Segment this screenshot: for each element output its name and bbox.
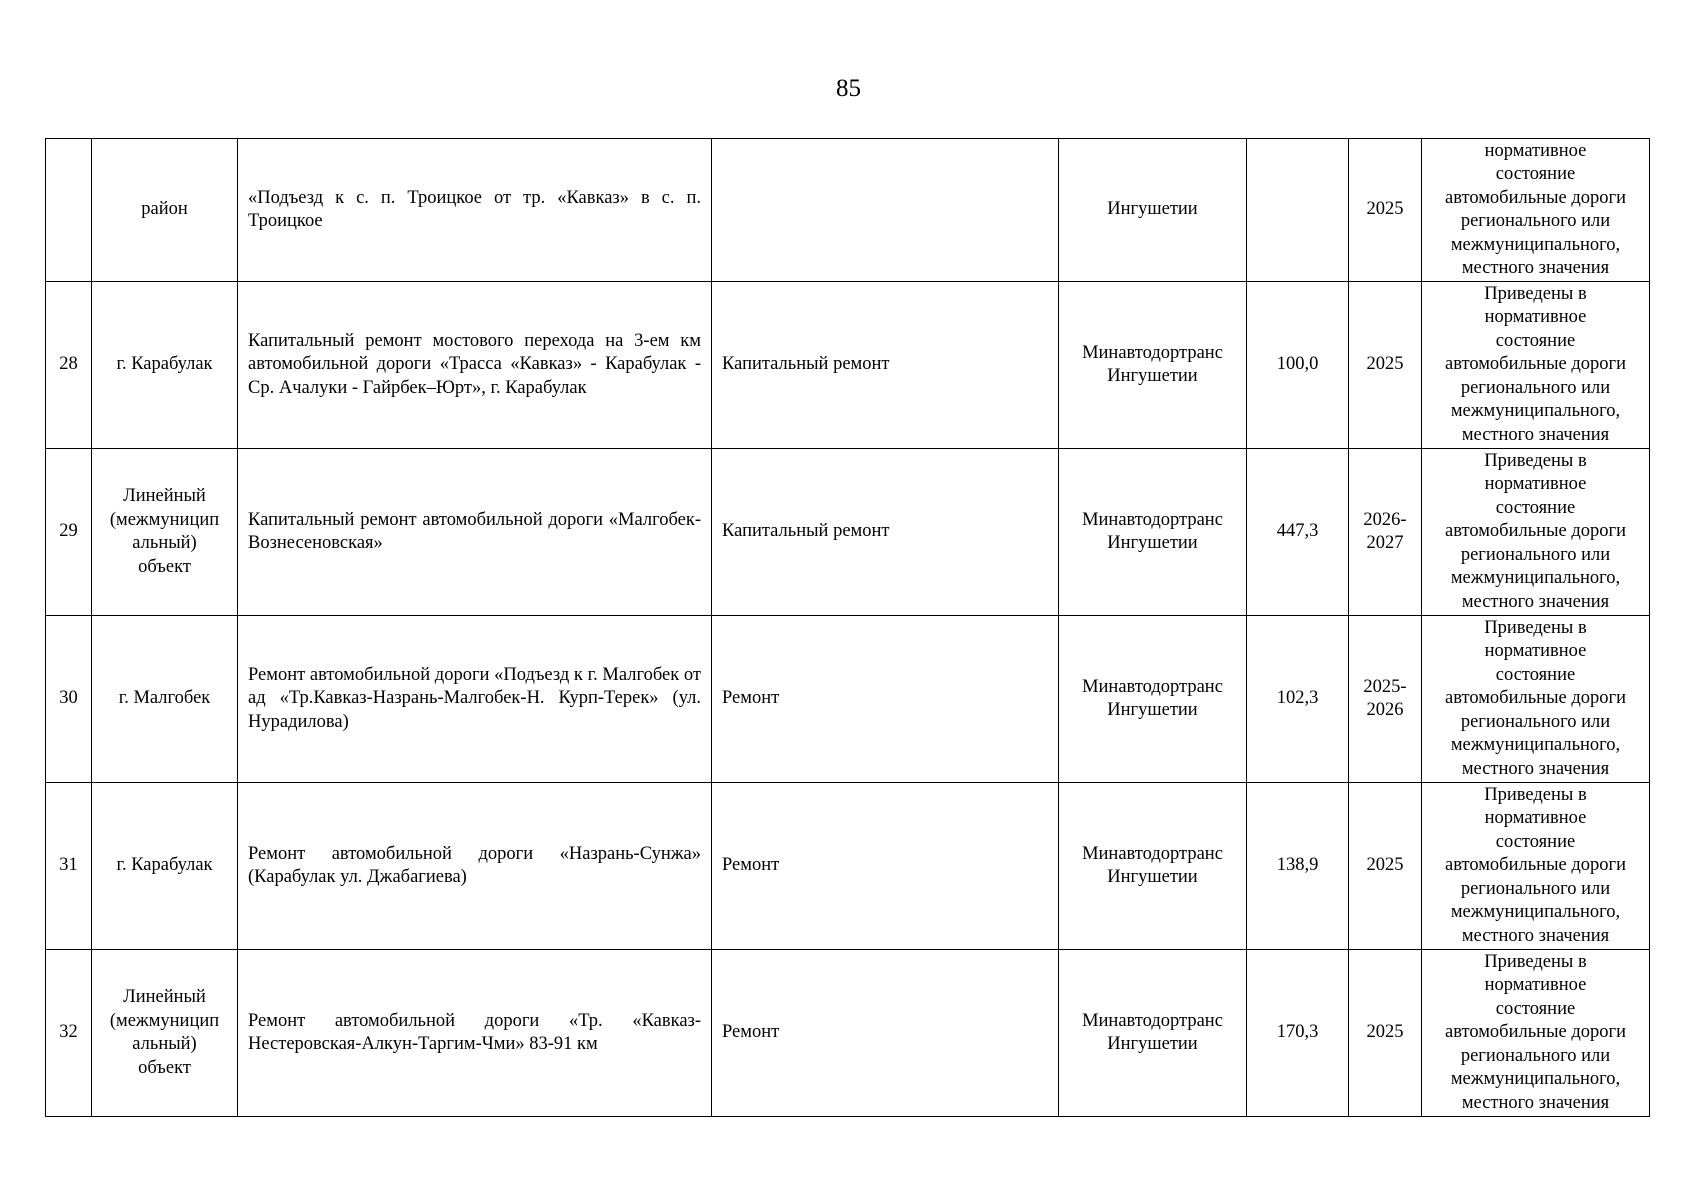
result-line: межмуниципального, <box>1450 401 1621 422</box>
object-name-cell <box>238 950 712 1117</box>
area-line: альный) <box>132 533 197 553</box>
area-line: г. Карабулак <box>116 354 213 375</box>
result-line: межмуниципального, <box>1450 1069 1621 1090</box>
result-line: местного значения <box>1461 1092 1610 1113</box>
area-line: г. Малгобек <box>118 688 211 709</box>
result-cell <box>1422 139 1650 282</box>
work-type-text: Капитальный ремонт <box>722 354 890 375</box>
result-line: межмуниципального, <box>1450 902 1621 923</box>
table-row <box>46 139 1650 282</box>
row-number-cell <box>46 282 92 449</box>
years-line: 2025 <box>1366 1022 1404 1043</box>
area-cell <box>92 950 238 1117</box>
object-name-text: Капитальный ремонт автомобильной дороги «Малгобек-Вознесеновская» <box>248 509 701 553</box>
area-line: Линейный <box>123 987 206 1007</box>
executor-cell <box>1059 950 1247 1117</box>
executor-line: Ингушетии <box>1107 1034 1198 1054</box>
executor-cell <box>1059 616 1247 783</box>
row-number-cell <box>46 783 92 950</box>
area-line: (межмуницип <box>109 1010 220 1031</box>
object-name-cell <box>238 139 712 282</box>
years-line: 2026- <box>1363 509 1407 530</box>
result-line: регионального или <box>1460 377 1611 398</box>
result-line: местного значения <box>1461 258 1610 278</box>
object-name-text: Капитальный ремонт мостового перехода на 3-ем км автомобильной дороги «Трасса «Кавказ» - Карабулак - Ср. Ачалуки - Гайрбек–Юрт», г. Карабулак <box>248 330 701 398</box>
result-cell <box>1422 950 1650 1117</box>
years-cell <box>1349 139 1422 282</box>
result-line: межмуниципального, <box>1450 234 1621 255</box>
result-line: автомобильные дороги <box>1445 521 1626 542</box>
result-line: автомобильные дороги <box>1445 855 1626 876</box>
row-number-text: 29 <box>59 521 78 542</box>
result-line: Приведены в <box>1484 283 1587 304</box>
result-line: состояние <box>1495 831 1576 852</box>
result-line: Приведены в <box>1484 617 1587 638</box>
result-line: автомобильные дороги <box>1445 1022 1626 1043</box>
table-row <box>46 950 1650 1117</box>
years-cell <box>1349 449 1422 616</box>
amount-cell <box>1247 282 1349 449</box>
area-line: объект <box>138 1057 191 1078</box>
result-line: Приведены в <box>1484 951 1587 972</box>
result-line: состояние <box>1495 998 1576 1019</box>
result-line: состояние <box>1495 664 1576 685</box>
object-name-cell <box>238 449 712 616</box>
result-line: нормативное <box>1484 474 1587 495</box>
area-line: объект <box>138 556 191 577</box>
row-number-text: 32 <box>59 1022 78 1043</box>
amount-cell <box>1247 616 1349 783</box>
amount-text: 170,3 <box>1276 1022 1319 1043</box>
result-line: Приведены в <box>1484 784 1587 805</box>
table-row <box>46 616 1650 783</box>
row-number-text: 28 <box>59 354 78 375</box>
executor-line: Минавтодортранс <box>1082 1010 1223 1031</box>
executor-line: Минавтодортранс <box>1082 843 1223 864</box>
executor-line: Минавтодортранс <box>1082 342 1223 363</box>
work-type-cell <box>712 282 1059 449</box>
years-line: 2025 <box>1366 354 1404 375</box>
object-name-text: Ремонт автомобильной дороги «Назрань-Сунжа» (Карабулак ул. Джабагиева) <box>248 843 701 887</box>
object-name-cell <box>238 616 712 783</box>
object-name-text: «Подъезд к с. п. Троицкое от тр. «Кавказ» в с. п. Троицкое <box>248 187 701 231</box>
result-line: автомобильные дороги <box>1445 354 1626 375</box>
amount-text: 100,0 <box>1276 354 1319 375</box>
row-number-cell <box>46 139 92 282</box>
area-line: Линейный <box>123 486 206 506</box>
area-cell <box>92 139 238 282</box>
object-name-cell <box>238 282 712 449</box>
row-number-cell <box>46 449 92 616</box>
amount-cell <box>1247 449 1349 616</box>
table-row <box>46 282 1650 449</box>
executor-line: Минавтодортранс <box>1082 509 1223 530</box>
area-cell <box>92 449 238 616</box>
page-number: 85 <box>836 75 861 102</box>
years-line: 2025 <box>1366 855 1404 876</box>
executor-cell <box>1059 449 1247 616</box>
years-cell <box>1349 783 1422 950</box>
result-cell <box>1422 783 1650 950</box>
result-line: нормативное <box>1484 808 1587 829</box>
object-name-text: Ремонт автомобильной дороги «Подъезд к г. Малгобек от ад «Тр.Кавказ-Назрань-Малгобек-Н. Курп-Терек» (ул. Нурадилова) <box>248 664 701 732</box>
area-cell <box>92 282 238 449</box>
table-row <box>46 783 1650 950</box>
result-line: нормативное <box>1484 641 1587 662</box>
result-cell <box>1422 616 1650 783</box>
executor-line: Ингушетии <box>1107 199 1198 220</box>
result-line: местного значения <box>1461 591 1610 612</box>
result-line: регионального или <box>1460 211 1611 231</box>
objects-table <box>45 138 1650 1117</box>
executor-line: Минавтодортранс <box>1082 676 1223 697</box>
object-name-cell <box>238 783 712 950</box>
result-line: местного значения <box>1461 925 1610 946</box>
years-line: 2025 <box>1366 199 1404 220</box>
amount-cell <box>1247 783 1349 950</box>
amount-cell <box>1247 139 1349 282</box>
result-line: Приведены в <box>1484 450 1587 471</box>
amount-cell <box>1247 950 1349 1117</box>
result-line: нормативное <box>1484 307 1587 328</box>
work-type-text: Ремонт <box>722 1022 780 1043</box>
executor-cell <box>1059 139 1247 282</box>
object-name-text: Ремонт автомобильной дороги «Тр. «Кавказ-Нестеровская-Алкун-Таргим-Чми» 83-91 км <box>248 1010 701 1054</box>
result-line: автомобильные дороги <box>1445 187 1626 208</box>
result-cell <box>1422 282 1650 449</box>
result-line: местного значения <box>1461 758 1610 779</box>
result-line: нормативное <box>1484 975 1587 996</box>
result-line: состояние <box>1495 497 1576 518</box>
table-body <box>46 139 1650 1117</box>
result-line: регионального или <box>1460 1045 1611 1066</box>
executor-cell <box>1059 783 1247 950</box>
years-cell <box>1349 950 1422 1117</box>
executor-cell <box>1059 282 1247 449</box>
work-type-text: Ремонт <box>722 688 780 709</box>
row-number-cell <box>46 616 92 783</box>
result-line: регионального или <box>1460 711 1611 732</box>
work-type-cell <box>712 783 1059 950</box>
area-line: (межмуницип <box>109 509 220 530</box>
area-line: альный) <box>132 1034 197 1054</box>
executor-line: Ингушетии <box>1107 700 1198 720</box>
table-row <box>46 449 1650 616</box>
row-number-text: 30 <box>59 688 78 709</box>
result-line: регионального или <box>1460 878 1611 899</box>
result-cell <box>1422 449 1650 616</box>
years-cell <box>1349 616 1422 783</box>
amount-text: 447,3 <box>1276 521 1319 542</box>
amount-text: 102,3 <box>1276 688 1319 709</box>
area-line: район <box>141 199 188 220</box>
work-type-cell <box>712 139 1059 282</box>
result-line: местного значения <box>1461 424 1610 445</box>
result-line: регионального или <box>1460 544 1611 565</box>
result-line: состояние <box>1495 164 1576 184</box>
years-line: 2025- <box>1363 676 1407 697</box>
amount-text: 138,9 <box>1276 855 1319 876</box>
result-line: нормативное <box>1484 140 1587 161</box>
years-line: 2027 <box>1366 533 1404 553</box>
work-type-cell <box>712 950 1059 1117</box>
work-type-cell <box>712 616 1059 783</box>
work-type-cell <box>712 449 1059 616</box>
result-line: межмуниципального, <box>1450 568 1621 589</box>
executor-line: Ингушетии <box>1107 533 1198 553</box>
row-number-cell <box>46 950 92 1117</box>
executor-line: Ингушетии <box>1107 867 1198 887</box>
work-type-text: Капитальный ремонт <box>722 521 890 542</box>
area-cell <box>92 783 238 950</box>
area-cell <box>92 616 238 783</box>
executor-line: Ингушетии <box>1107 366 1198 386</box>
area-line: г. Карабулак <box>116 855 213 876</box>
row-number-text: 31 <box>59 855 78 876</box>
result-line: автомобильные дороги <box>1445 688 1626 709</box>
years-line: 2026 <box>1366 700 1404 720</box>
result-line: состояние <box>1495 330 1576 351</box>
years-cell <box>1349 282 1422 449</box>
result-line: межмуниципального, <box>1450 735 1621 756</box>
work-type-text: Ремонт <box>722 855 780 876</box>
